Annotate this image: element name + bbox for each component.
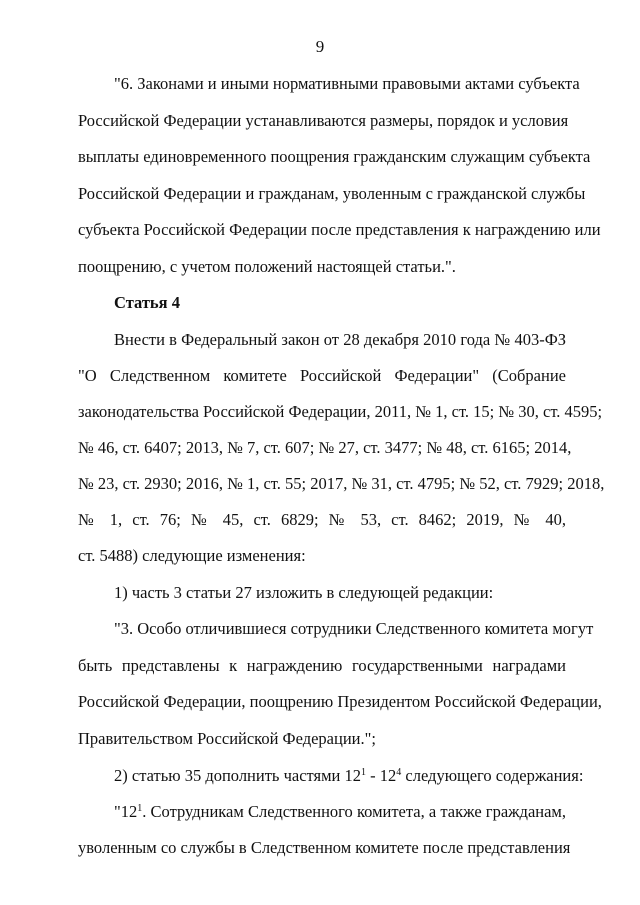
text-line: поощрению, с учетом положений настоящей статьи.". — [78, 257, 456, 276]
text-line: "6. Законами и иными нормативными правовыми актами субъекта — [114, 74, 580, 93]
text-line: № 46, ст. 6407; 2013, № 7, ст. 607; № 27, ст. 3477; № 48, ст. 6165; 2014, — [78, 438, 572, 457]
text-line: Внести в Федеральный закон от 28 декабря 2010 года № 403-ФЗ — [114, 330, 566, 349]
text-run: . Сотрудникам Следственного комитета, а также гражданам, — [142, 802, 566, 821]
text-run: 2) статью 35 дополнить частями 12 — [114, 766, 362, 785]
text-line: Правительством Российской Федерации."; — [78, 729, 376, 748]
text-line: законодательства Российской Федерации, 2011, № 1, ст. 15; № 30, ст. 4595; — [78, 402, 603, 421]
text-line: № 23, ст. 2930; 2016, № 1, ст. 55; 2017, № 31, ст. 4795; № 52, ст. 7929; 2018, — [78, 474, 605, 493]
text-line: Российской Федерации и гражданам, уволенным с гражданской службы — [78, 184, 586, 203]
superscript: 4 — [396, 767, 402, 778]
article-heading: Статья 4 — [114, 293, 180, 312]
superscript: 1 — [137, 803, 143, 814]
text-line: "О Следственном комитете Российской Федерации" (Собрание — [78, 366, 566, 385]
text-line: № 1, ст. 76; № 45, ст. 6829; № 53, ст. 8462; 2019, № 40, — [78, 510, 566, 529]
text-line: "3. Особо отличившиеся сотрудники Следственного комитета могут — [114, 619, 594, 638]
text-line: Российской Федерации, поощрению Президентом Российской Федерации, — [78, 692, 602, 711]
page-number: 9 — [315, 37, 325, 56]
text-run: следующего содержания: — [401, 766, 584, 785]
text-line: субъекта Российской Федерации после представления к награждению или — [78, 220, 601, 239]
text-line: 1) часть 3 статьи 27 изложить в следующей редакции: — [114, 583, 494, 602]
text-line: уволенным со службы в Следственном комитете после представления — [78, 838, 571, 857]
text-run: "12 — [114, 802, 138, 821]
text-line — [114, 802, 566, 822]
text-line: Российской Федерации устанавливаются размеры, порядок и условия — [78, 111, 569, 130]
text-line: выплаты единовременного поощрения гражданским служащим субъекта — [78, 147, 591, 166]
text-run: - 12 — [366, 766, 397, 785]
text-line: быть представлены к награждению государственными наградами — [78, 656, 566, 675]
superscript: 1 — [361, 767, 367, 778]
text-line — [114, 766, 584, 786]
text-line: ст. 5488) следующие изменения: — [78, 546, 306, 565]
